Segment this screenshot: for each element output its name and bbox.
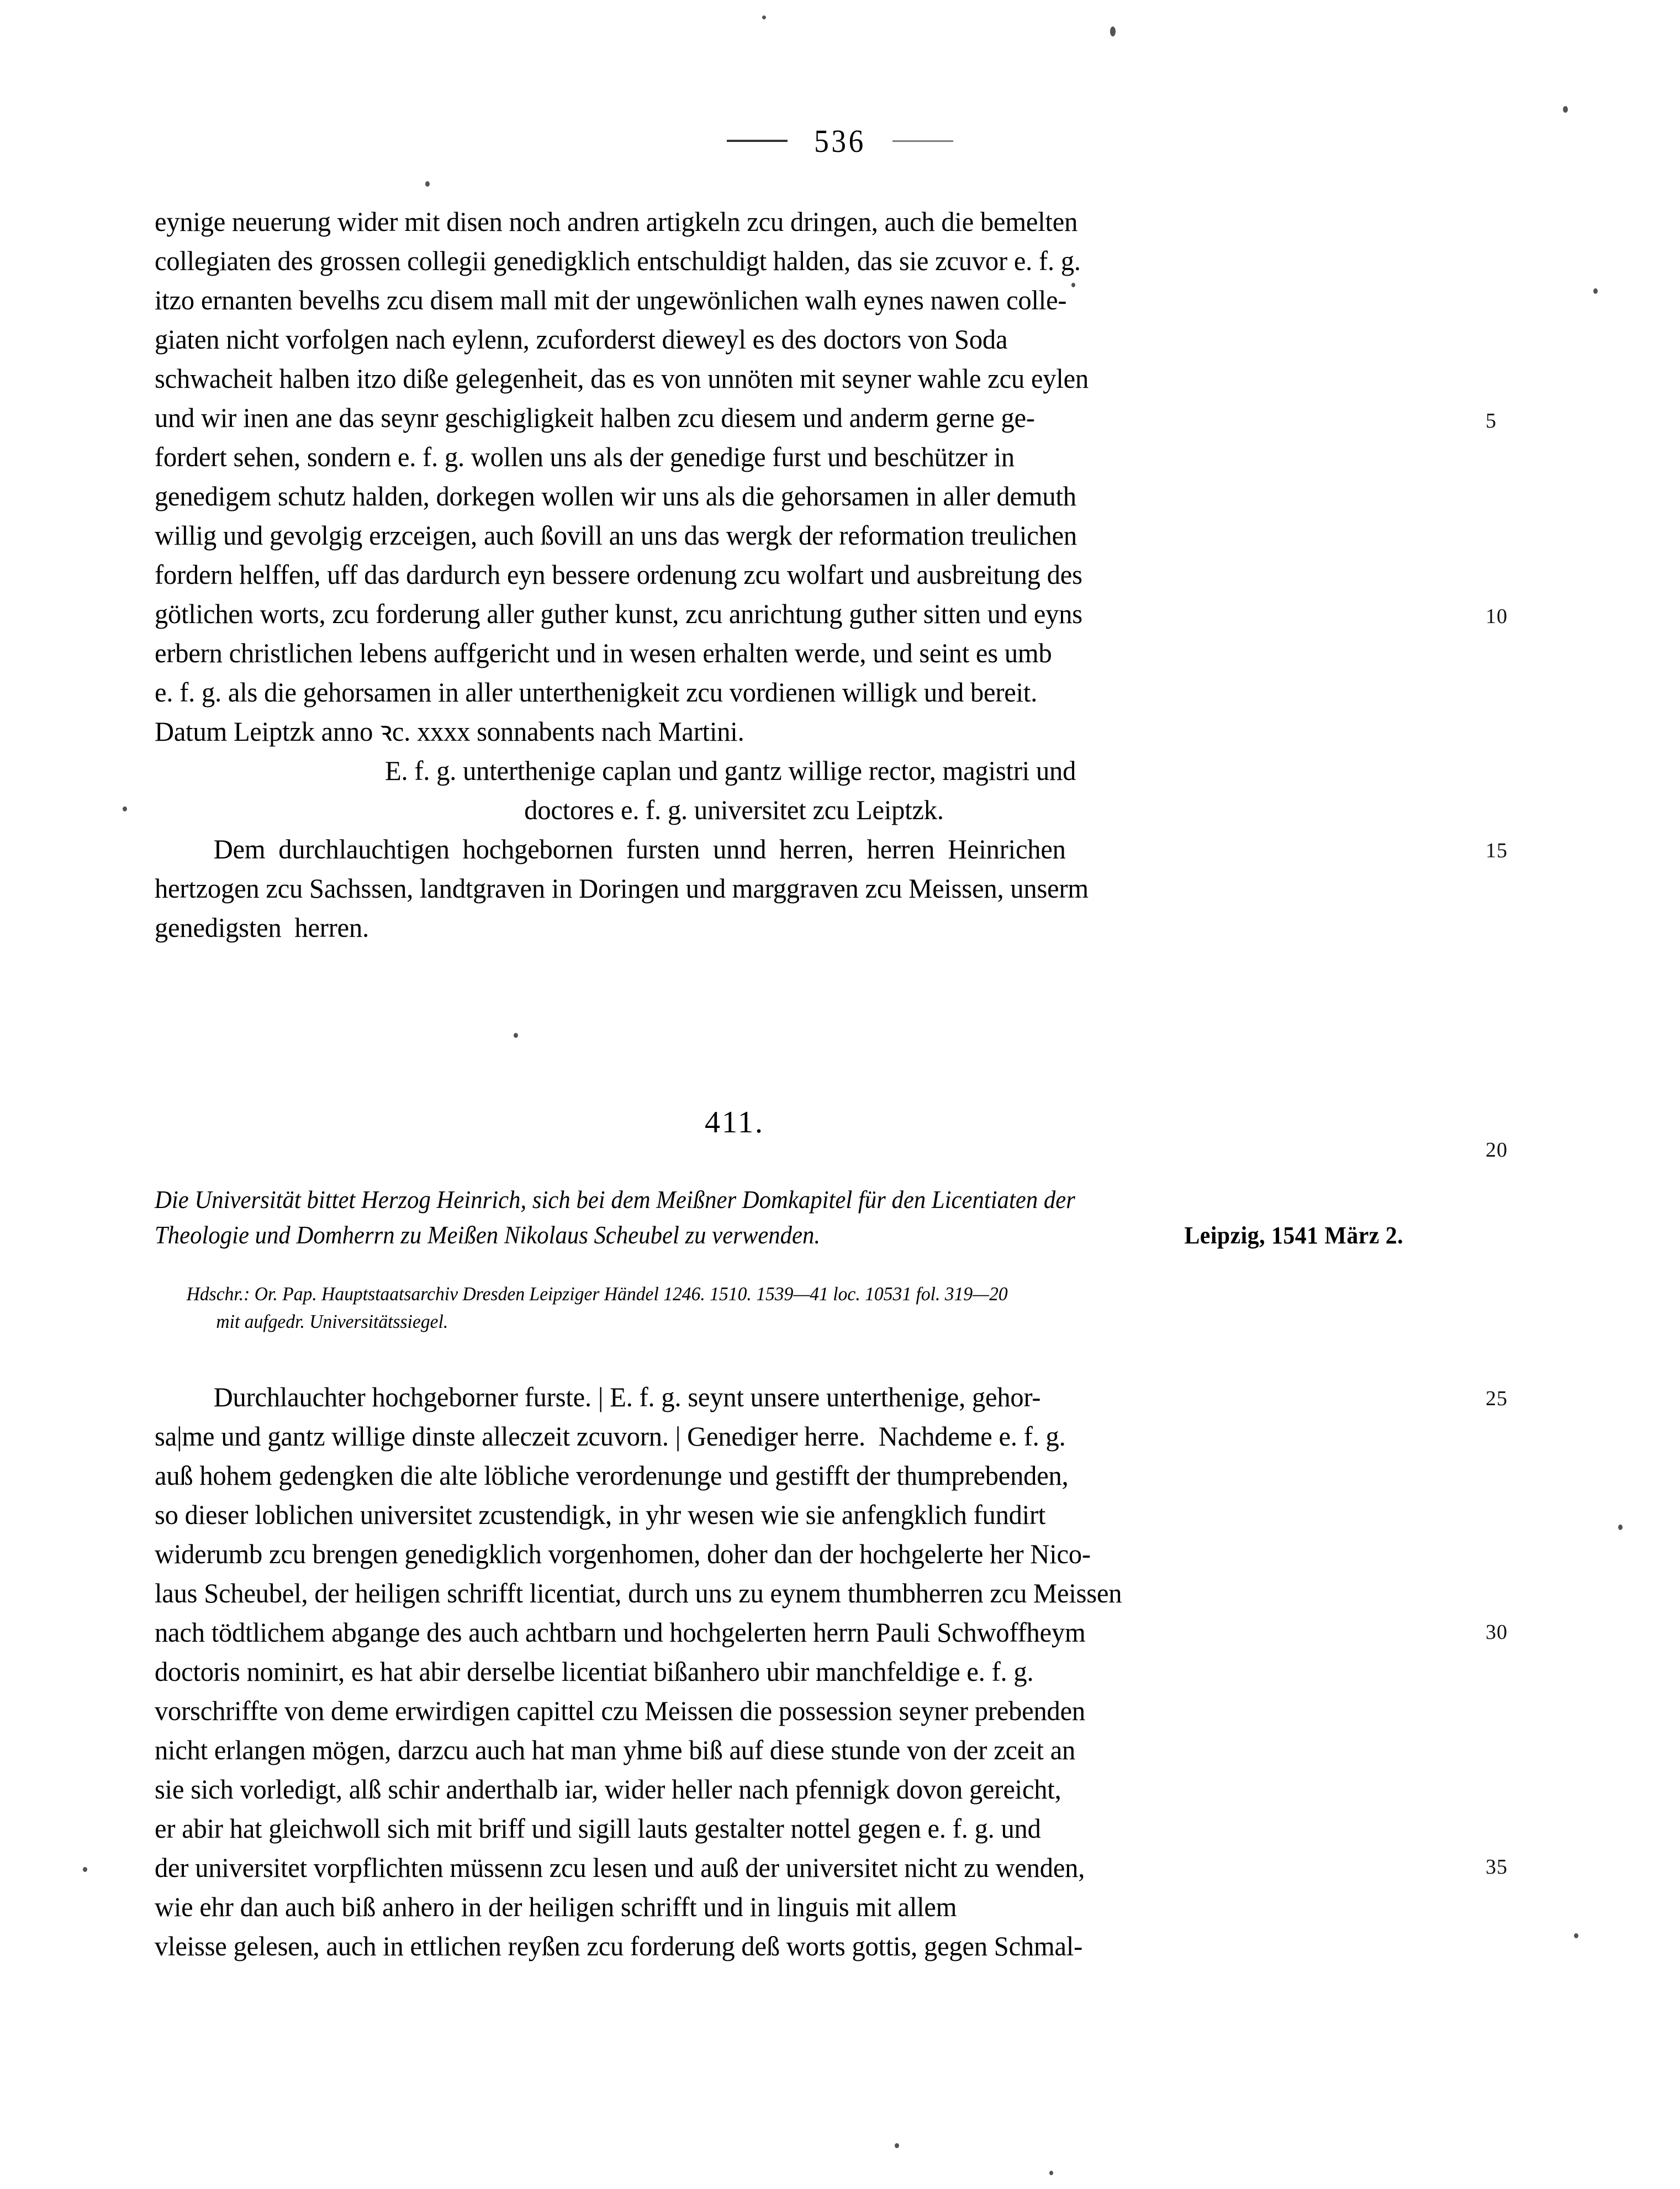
document-410-address [155,830,1430,947]
line-number: 5 [1486,409,1497,432]
body-line: doctoris nominirt, es hat abir derselbe licentiat bißanhero ubir manchfeldige e. f. g. [155,1656,1034,1687]
body-line: laus Scheubel, der heiligen schrifft licentiat, durch uns zu eynem thumbherren zcu Meissen [155,1578,1122,1608]
header-rule-right [892,140,953,142]
scan-speck [1110,27,1116,36]
body-line: e. f. g. als die gehorsamen in aller unterthenigkeit zcu vordienen willigk und bereit. [155,677,1038,708]
header-rule-left [727,140,788,142]
body-line: so dieser loblichen universitet zcustendigk, in yhr wesen wie sie anfengklich fundirt [155,1499,1046,1530]
regest-line-with-dateline [155,1217,1403,1253]
archive-line: Hdschr.: Or. Pap. Hauptstaatsarchiv Dresden Leipziger Händel 1246. 1510. 1539—41 loc. 10531 fol. 319—20 [186,1283,1008,1305]
regest-line: Die Universität bittet Herzog Heinrich, sich bei dem Meißner Domkapitel für den Licentiaten der [155,1186,1075,1214]
body-line: eynige neuerung wider mit disen noch andren artigkeln zcu dringen, auch die bemelten [155,206,1078,237]
line-number: 30 [1486,1621,1508,1644]
document-410-signature [155,751,1430,830]
document-411-regest [155,1182,1403,1253]
body-line: itzo ernanten bevelhs zcu disem mall mit der ungewönlichen walh eynes nawen colle- [155,284,1067,315]
document-411-archive-note [155,1280,1448,1336]
scan-speck [762,15,766,19]
body-line: vleisse gelesen, auch in ettlichen reyßen zcu forderung deß worts gottis, gegen Schmal- [155,1930,1083,1961]
body-line: vorschriffte von deme erwirdigen capittel czu Meissen die possession seyner prebenden [155,1695,1085,1726]
signature-line: E. f. g. unterthenige caplan und gantz willige rector, magistri und [385,755,1076,786]
address-line: hertzogen zcu Sachssen, landtgraven in Doringen und marggraven zcu Meissen, unserm [155,873,1089,904]
document-number-411: 411. [705,1105,764,1140]
body-line: collegiaten des grossen collegii genedigklich entschuldigt halden, das sie zcuvor e. f. g. [155,245,1081,276]
body-line: auß hohem gedengken die alte löbliche verordenunge und gestifft der thumprebenden, [155,1460,1069,1491]
address-line: genedigsten herren. [155,912,369,943]
line-number: 15 [1486,839,1508,862]
scan-speck [83,1867,87,1872]
body-line: willig und gevolgig erzceigen, auch ßovill an uns das wergk der reformation treulichen [155,520,1077,551]
body-line: schwacheit halben itzo diße gelegenheit, das es von unnöten mit seyner wahle zcu eylen [155,363,1089,394]
body-line: wie ehr dan auch biß anhero in der heiligen schrifft und in linguis mit allem [155,1891,957,1922]
scan-speck [1574,1933,1578,1938]
scan-speck [1049,2171,1053,2175]
body-line: erbern christlichen lebens auffgericht und in wesen erhalten werde, und seint es umb [155,637,1052,668]
scan-speck [895,2143,899,2148]
regest-line: Theologie und Domherrn zu Meißen Nikolaus Scheubel zu verwenden. [155,1221,821,1249]
body-line: fordern helffen, uff das dardurch eyn bessere ordenung zcu wolfart und ausbreitung des [155,559,1082,590]
body-line: nach tödtlichem abgange des auch achtbarn und hochgelerten herrn Pauli Schwoffheym [155,1617,1086,1648]
body-line: Durchlauchter hochgeborner furste. | E. f. g. seynt unsere unterthenige, gehor- [213,1381,1041,1412]
body-line: sie sich vorledigt, alß schir anderthalb iar, wider heller nach pfennigk dovon gereicht, [155,1774,1061,1805]
archive-line: mit aufgedr. Universitätssiegel. [216,1311,448,1332]
page-number: 536 [814,123,866,159]
document-411-body [155,1378,1430,1966]
body-line: und wir inen ane das seynr geschigligkeit halben zcu diesem und anderm gerne ge- [155,402,1035,433]
body-line: giaten nicht vorfolgen nach eylenn, zcuforderst dieweyl es des doctors von Soda [155,324,1008,355]
scan-speck [1618,1525,1623,1530]
dateline: Leipzig, 1541 März 2. [1184,1222,1403,1249]
signature-line: doctores e. f. g. universitet zcu Leiptzk. [524,794,944,825]
body-line: nicht erlangen mögen, darzcu auch hat man yhme biß auf diese stunde von der zceit an [155,1734,1076,1765]
scan-speck [425,181,430,187]
document-410-body [155,202,1430,751]
body-line: fordert sehen, sondern e. f. g. wollen uns als der genedige furst und beschützer in [155,441,1015,472]
scan-speck [1593,288,1598,294]
body-line: genedigem schutz halden, dorkegen wollen wir uns als die gehorsamen in aller demuth [155,481,1076,511]
body-line: widerumb zcu brengen genedigklich vorgenhomen, doher dan der hochgelerte her Nico- [155,1538,1091,1569]
address-line: Dem durchlauchtigen hochgebornen fursten unnd herren, herren Heinrichen [213,834,1066,864]
line-number: 10 [1486,605,1508,628]
body-line: sa|me und gantz willige dinste alleczeit zcuvorn. | Genediger herre. Nachdeme e. f. g. [155,1421,1066,1452]
running-head [0,110,1680,171]
line-number: 35 [1486,1855,1508,1879]
scan-speck [123,806,127,811]
body-line: götlichen worts, zcu forderung aller guther kunst, zcu anrichtung guther sitten und eyns [155,598,1082,629]
body-line: der universitet vorpflichten müssenn zcu lesen und auß der universitet nicht zu wenden, [155,1852,1085,1883]
body-line: Datum Leiptzk anno ꝛc. xxxx sonnabents nach Martini. [155,716,744,747]
body-line: er abir hat gleichwoll sich mit briff und sigill lauts gestalter nottel gegen e. f. g. und [155,1813,1041,1844]
line-number: 20 [1486,1138,1508,1162]
scan-speck [514,1033,518,1038]
line-number: 25 [1486,1387,1508,1410]
